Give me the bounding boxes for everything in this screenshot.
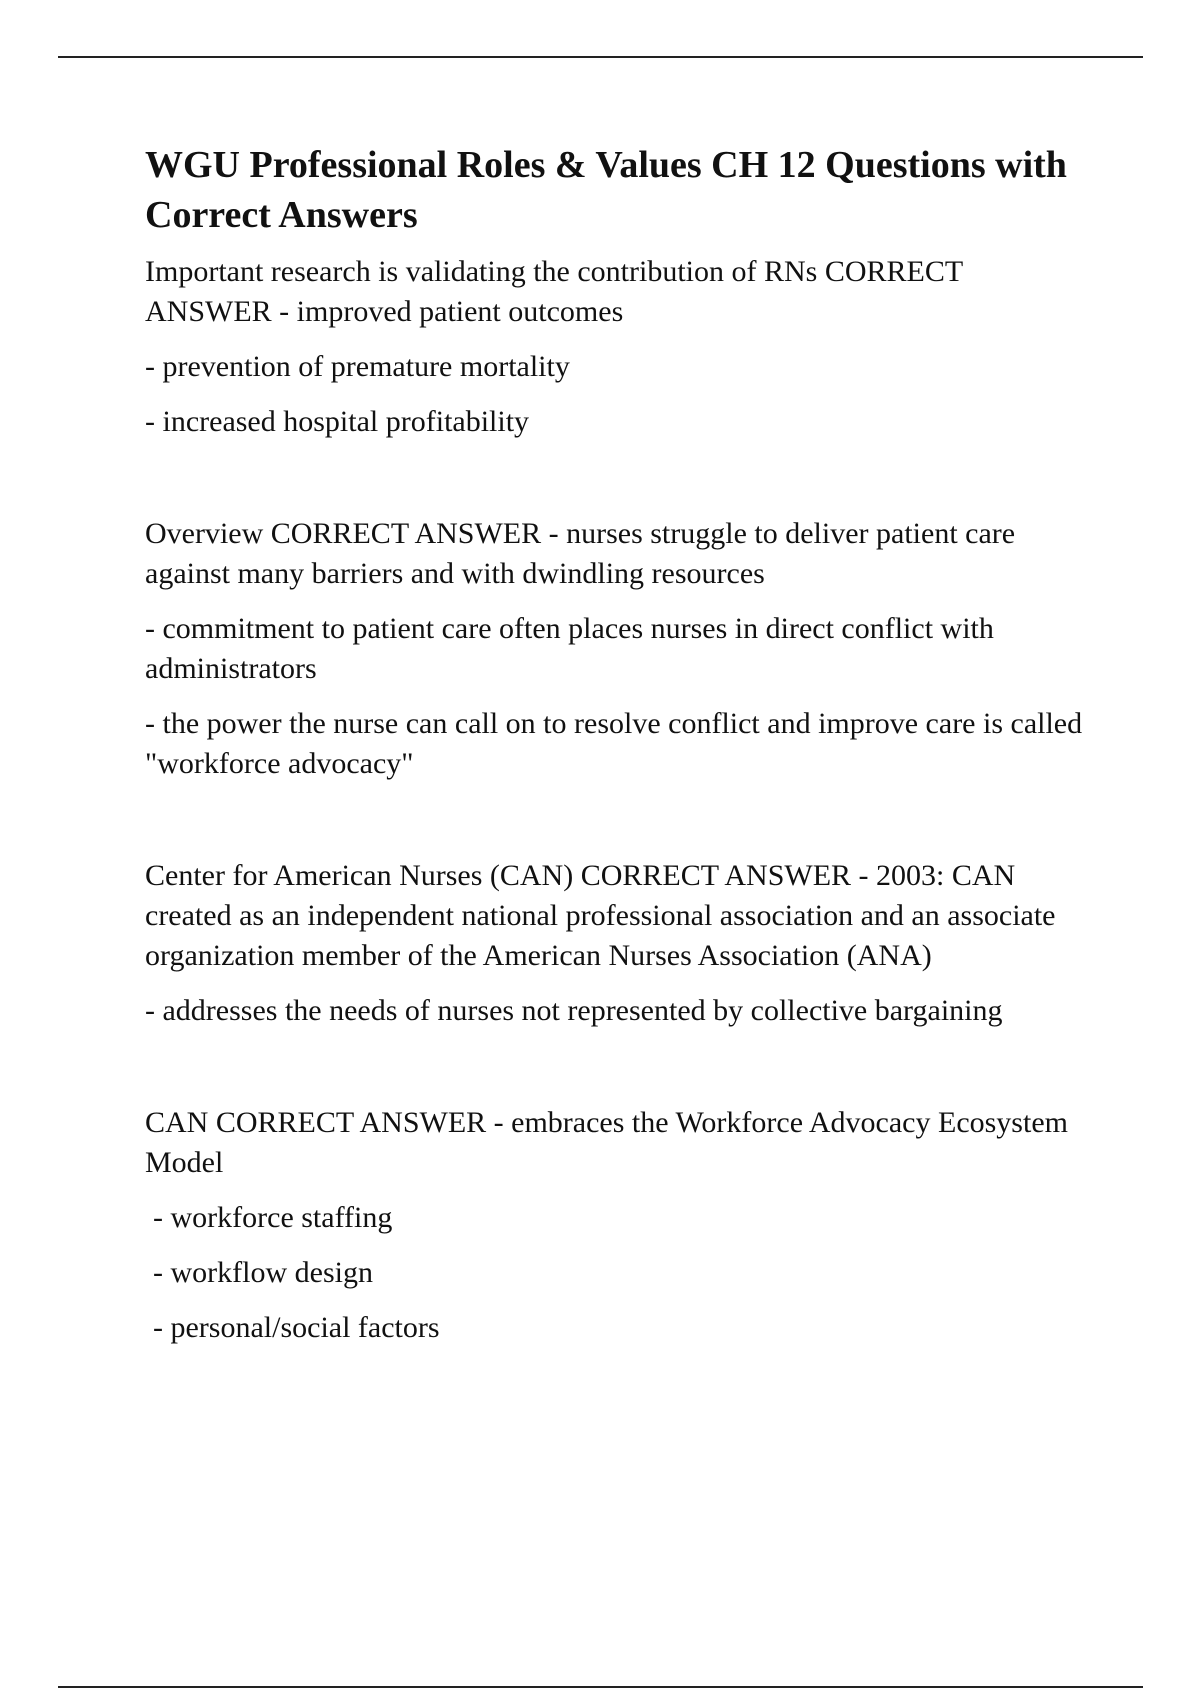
document-title: WGU Professional Roles & Values CH 12 Questions with Correct Answers	[145, 144, 1067, 236]
qa-line: - workforce staffing	[153, 1201, 393, 1234]
document-body	[145, 140, 1085, 1363]
qa-line: - commitment to patient care often places nurses in direct conflict with administrators	[145, 612, 994, 685]
qa-line: Important research is validating the contribution of RNs CORRECT ANSWER - improved patient outcomes	[145, 255, 963, 328]
qa-line: - prevention of premature mortality	[145, 350, 570, 383]
qa-line: - personal/social factors	[153, 1311, 440, 1344]
qa-line: CAN CORRECT ANSWER - embraces the Workforce Advocacy Ecosystem Model	[145, 1106, 1068, 1179]
qa-line: Center for American Nurses (CAN) CORRECT ANSWER - 2003: CAN created as an independent national professional association and an associate organization member of the American Nurses Association (ANA)	[145, 859, 1056, 972]
qa-line: - increased hospital profitability	[145, 405, 530, 438]
qa-block-overview	[145, 514, 1085, 784]
top-divider	[58, 56, 1143, 58]
qa-line: - the power the nurse can call on to resolve conflict and improve care is called "workforce advocacy"	[145, 707, 1083, 780]
qa-block-center-for-american-nurses	[145, 856, 1085, 1031]
qa-block-research	[145, 252, 1085, 442]
qa-line: Overview CORRECT ANSWER - nurses struggle to deliver patient care against many barriers and with dwindling resources	[145, 517, 1016, 590]
qa-line: - workflow design	[153, 1256, 373, 1289]
qa-line: - addresses the needs of nurses not represented by collective bargaining	[145, 994, 1003, 1027]
qa-block-can	[145, 1103, 1085, 1348]
bottom-divider	[58, 1686, 1143, 1688]
